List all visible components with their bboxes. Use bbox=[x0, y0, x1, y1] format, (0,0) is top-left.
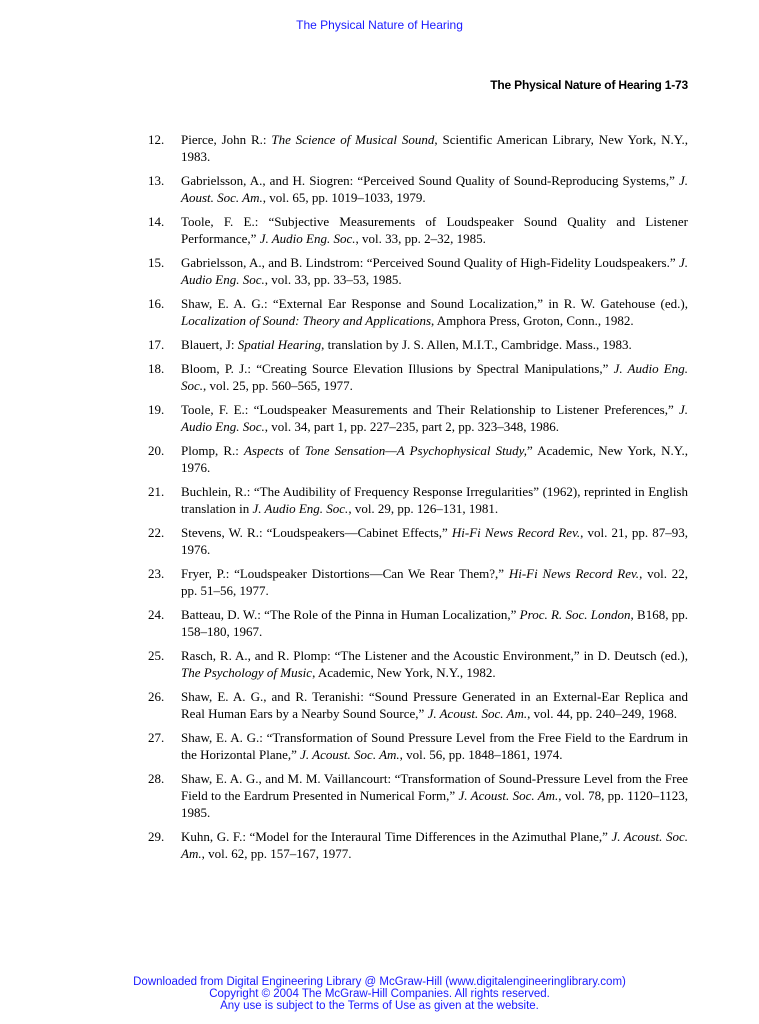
reference-text-segment: ” Academic, New York, N.Y., 1976. bbox=[181, 443, 688, 475]
reference-number: 23. bbox=[148, 566, 165, 581]
reference-italic-title: Tone Sensation—A Psychophysical Study, bbox=[304, 443, 527, 458]
reference-item bbox=[140, 770, 688, 821]
reference-number: 27. bbox=[148, 730, 165, 745]
reference-item bbox=[140, 565, 688, 599]
reference-text-segment: Rasch, R. A., and R. Plomp: “The Listener and the Acoustic Environment,” in D. Deutsch (ed.), bbox=[181, 648, 688, 663]
reference-italic-title: J. Audio Eng. Soc. bbox=[181, 402, 688, 434]
footer bbox=[0, 976, 759, 1012]
reference-text-segment: Gabrielsson, A., and B. Lindstrom: “Perceived Sound Quality of High-Fidelity Loudspeakers.” bbox=[181, 255, 679, 270]
reference-text-segment: Stevens, W. R.: “Loudspeakers—Cabinet Effects,” bbox=[181, 525, 452, 540]
reference-text-segment: Shaw, E. A. G., and R. Teranishi: “Sound Pressure Generated in an External-Ear Replica and Real Human Ears by a Nearby Sound Source,” bbox=[181, 689, 688, 721]
reference-text-segment: , vol. 33, pp. 33–53, 1985. bbox=[264, 272, 402, 287]
reference-italic-title: J. Audio Eng. Soc. bbox=[181, 255, 688, 287]
reference-text-segment: , vol. 29, pp. 126–131, 1981. bbox=[348, 501, 499, 516]
reference-italic-title: J. Audio Eng. Soc. bbox=[252, 501, 349, 516]
reference-text-segment: Blauert, J: bbox=[181, 337, 238, 352]
reference-text bbox=[181, 172, 688, 206]
reference-text-segment: , vol. 65, pp. 1019–1033, 1979. bbox=[262, 190, 426, 205]
reference-item bbox=[140, 647, 688, 681]
reference-italic-title: J. Acoust. Soc. Am. bbox=[427, 706, 528, 721]
reference-number: 28. bbox=[148, 771, 165, 786]
reference-text-segment: , vol. 33, pp. 2–32, 1985. bbox=[355, 231, 486, 246]
reference-text-segment: Toole, F. E.: “Loudspeaker Measurements and Their Relationship to Listener Preferences,” bbox=[181, 402, 679, 417]
footer-copyright: Copyright © 2004 The McGraw-Hill Companies. All rights reserved. bbox=[209, 988, 550, 1000]
reference-text bbox=[181, 647, 688, 681]
footer-terms-link[interactable]: Any use is subject to the Terms of Use as given at the website. bbox=[220, 1000, 539, 1012]
reference-italic-title: Localization of Sound: Theory and Applications bbox=[181, 313, 432, 328]
reference-text bbox=[181, 524, 688, 558]
reference-italic-title: Proc. R. Soc. London, bbox=[519, 607, 634, 622]
reference-number: 15. bbox=[148, 255, 165, 270]
reference-text bbox=[181, 131, 688, 165]
reference-item bbox=[140, 688, 688, 722]
reference-text bbox=[181, 770, 688, 821]
reference-text bbox=[181, 254, 688, 288]
reference-text-segment: , vol. 34, part 1, pp. 227–235, part 2, pp. 323–348, 1986. bbox=[264, 419, 560, 434]
running-head: The Physical Nature of Hearing 1-73 bbox=[490, 78, 688, 92]
reference-text-segment: , Scientific American Library, New York, N.Y., 1983. bbox=[181, 132, 688, 164]
reference-italic-title: Aspects bbox=[243, 443, 284, 458]
reference-text bbox=[181, 213, 688, 247]
top-header-link[interactable]: The Physical Nature of Hearing bbox=[296, 18, 463, 32]
reference-list bbox=[140, 131, 688, 869]
reference-italic-title: Hi-Fi News Record Rev. bbox=[508, 566, 640, 581]
reference-item bbox=[140, 828, 688, 862]
reference-number: 18. bbox=[148, 361, 165, 376]
reference-text bbox=[181, 606, 688, 640]
reference-italic-title: The Psychology of Music bbox=[181, 665, 313, 680]
reference-item bbox=[140, 401, 688, 435]
reference-text bbox=[181, 565, 688, 599]
reference-italic-title: Spatial Hearing bbox=[237, 337, 322, 352]
reference-item bbox=[140, 295, 688, 329]
reference-number: 22. bbox=[148, 525, 165, 540]
reference-text-segment: B168, pp. 158–180, 1967. bbox=[181, 607, 689, 639]
reference-text-segment: Shaw, E. A. G.: “Transformation of Sound Pressure Level from the Free Field to the Eardrum in the Horizontal Plane,” bbox=[181, 730, 688, 762]
reference-text-segment: , vol. 22, pp. 51–56, 1977. bbox=[181, 566, 688, 598]
reference-italic-title: J. Audio Eng. Soc. bbox=[259, 231, 356, 246]
reference-text bbox=[181, 688, 688, 722]
reference-text-segment: Kuhn, G. F.: “Model for the Interaural Time Differences in the Azimuthal Plane,” bbox=[181, 829, 612, 844]
reference-number: 24. bbox=[148, 607, 165, 622]
reference-italic-title: Hi-Fi News Record Rev. bbox=[451, 525, 581, 540]
reference-italic-title: The Science of Musical Sound bbox=[271, 132, 435, 147]
reference-text-segment: , translation by J. S. Allen, M.I.T., Cambridge. Mass., 1983. bbox=[321, 337, 632, 352]
reference-text-segment: Batteau, D. W.: “The Role of the Pinna in Human Localization,” bbox=[181, 607, 520, 622]
reference-number: 12. bbox=[148, 132, 165, 147]
reference-number: 26. bbox=[148, 689, 165, 704]
reference-text-segment: Bloom, P. J.: “Creating Source Elevation Illusions by Spectral Manipulations,” bbox=[181, 361, 614, 376]
reference-text-segment: , vol. 21, pp. 87–93, 1976. bbox=[181, 525, 688, 557]
reference-text bbox=[181, 828, 688, 862]
reference-item bbox=[140, 729, 688, 763]
reference-text bbox=[181, 729, 688, 763]
reference-item bbox=[140, 524, 688, 558]
reference-item bbox=[140, 213, 688, 247]
reference-number: 20. bbox=[148, 443, 165, 458]
reference-text-segment: , vol. 62, pp. 157–167, 1977. bbox=[201, 846, 352, 861]
reference-number: 16. bbox=[148, 296, 165, 311]
reference-text bbox=[181, 360, 688, 394]
reference-italic-title: J. Acoust. Soc. Am. bbox=[300, 747, 400, 762]
reference-number: 25. bbox=[148, 648, 165, 663]
reference-item bbox=[140, 336, 688, 353]
reference-text-segment: of bbox=[283, 443, 305, 458]
reference-item bbox=[140, 442, 688, 476]
reference-text-segment: , Academic, New York, N.Y., 1982. bbox=[312, 665, 496, 680]
reference-item bbox=[140, 131, 688, 165]
reference-italic-title: J. Acoust. Soc. Am. bbox=[181, 829, 688, 861]
reference-text-segment: , vol. 56, pp. 1848–1861, 1974. bbox=[399, 747, 563, 762]
reference-text-segment: Shaw, E. A. G., and M. M. Vaillancourt: “Transformation of Sound-Pressure Level from the Free Field to the Eardrum Presented in Numerical Form,” bbox=[181, 771, 688, 803]
reference-text-segment: Plomp, R.: bbox=[181, 443, 244, 458]
reference-text-segment: Gabrielsson, A., and H. Siogren: “Perceived Sound Quality of Sound-Reproducing Systems,” bbox=[181, 173, 679, 188]
reference-text-segment: Toole, F. E.: “Subjective Measurements of Loudspeaker Sound Quality and Listener Performance,” bbox=[181, 214, 688, 246]
reference-text bbox=[181, 336, 688, 353]
reference-text-segment: Pierce, John R.: bbox=[181, 132, 272, 147]
reference-text bbox=[181, 295, 688, 329]
reference-item bbox=[140, 172, 688, 206]
reference-text bbox=[181, 401, 688, 435]
reference-italic-title: J. Audio Eng. Soc. bbox=[181, 361, 688, 393]
reference-number: 14. bbox=[148, 214, 165, 229]
reference-text-segment: , Amphora Press, Groton, Conn., 1982. bbox=[431, 313, 634, 328]
reference-text bbox=[181, 442, 688, 476]
reference-italic-title: J. Aoust. Soc. Am. bbox=[181, 173, 688, 205]
reference-text-segment: , vol. 25, pp. 560–565, 1977. bbox=[203, 378, 353, 393]
reference-text-segment: Shaw, E. A. G.: “External Ear Response and Sound Localization,” in R. W. Gatehouse (ed.), bbox=[181, 296, 688, 311]
reference-text bbox=[181, 483, 688, 517]
reference-text-segment: , vol. 78, pp. 1120–1123, 1985. bbox=[181, 788, 689, 820]
reference-text-segment: Buchlein, R.: “The Audibility of Frequency Response Irregularities” (1962), reprinted in English translation in bbox=[181, 484, 688, 516]
reference-number: 19. bbox=[148, 402, 165, 417]
reference-item bbox=[140, 483, 688, 517]
reference-text-segment: Fryer, P.: “Loudspeaker Distortions—Can We Rear Them?,” bbox=[181, 566, 509, 581]
reference-item bbox=[140, 360, 688, 394]
reference-item bbox=[140, 254, 688, 288]
reference-number: 21. bbox=[148, 484, 165, 499]
reference-number: 29. bbox=[148, 829, 165, 844]
reference-number: 13. bbox=[148, 173, 165, 188]
footer-download-link[interactable]: Downloaded from Digital Engineering Library @ McGraw-Hill (www.digitalengineeringlibrary.com) bbox=[133, 976, 626, 988]
reference-text-segment: , vol. 44, pp. 240–249, 1968. bbox=[527, 706, 677, 721]
reference-italic-title: J. Acoust. Soc. Am. bbox=[458, 788, 559, 803]
reference-item bbox=[140, 606, 688, 640]
reference-number: 17. bbox=[148, 337, 165, 352]
